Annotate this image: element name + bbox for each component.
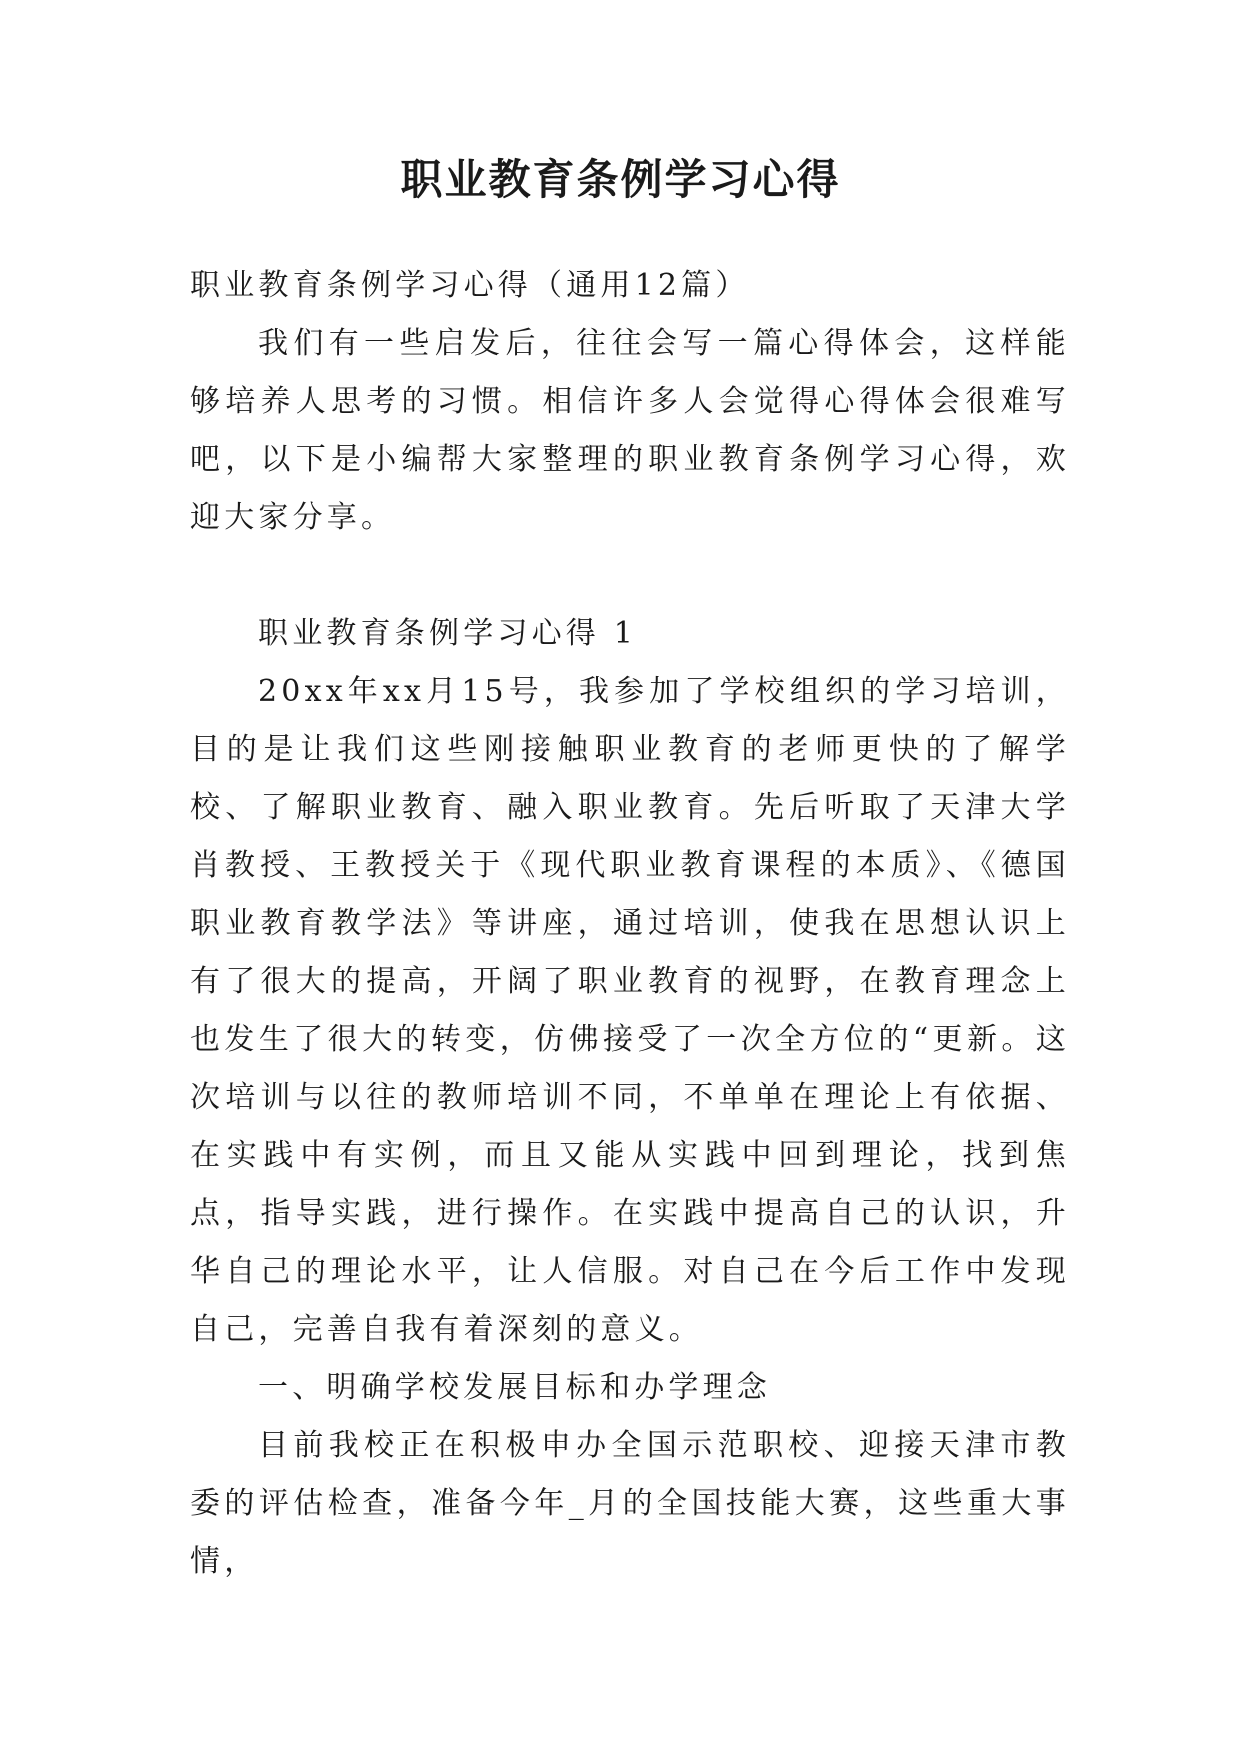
subheading-1: 一、明确学校发展目标和办学理念	[258, 1370, 771, 1405]
section-heading: 职业教育条例学习心得 1	[258, 616, 638, 651]
document-body	[190, 257, 1070, 1591]
document-subtitle: 职业教育条例学习心得（通用12篇）	[190, 268, 750, 303]
document-title: 职业教育条例学习心得	[400, 155, 841, 204]
paragraph-gap	[190, 547, 1070, 605]
body-paragraph-1: 20xx年xx月15号，我参加了学校组织的学习培训，目的是让我们这些刚接触职业教育的老师更快的了解学校、了解职业教育、融入职业教育。先后听取了天津大学肖教授、王教授关于《现代职业教育课程的本质》、《德国职业教育教学法》等讲座，通过培训，使我在思想认识上有了很大的提高，开阔了职业教育的视野，在教育理念上也发生了很大的转变，仿佛接受了一次全方位的“更新。这次培训与以往的教师培训不同，不单单在理论上有依据、在实践中有实例，而且又能从实践中回到理论，找到焦点，指导实践，进行操作。在实践中提高自己的认识，升华自己的理论水平，让人信服。对自己在今后工作中发现自己，完善自我有着深刻的意义。	[190, 674, 1070, 1347]
intro-paragraph: 我们有一些启发后，往往会写一篇心得体会，这样能够培养人思考的习惯。相信许多人会觉得心得体会很难写吧，以下是小编帮大家整理的职业教育条例学习心得，欢迎大家分享。	[190, 326, 1070, 535]
body-paragraph-2: 目前我校正在积极申办全国示范职校、迎接天津市教委的评估检查，准备今年_月的全国技能大赛，这些重大事情，	[190, 1428, 1070, 1579]
